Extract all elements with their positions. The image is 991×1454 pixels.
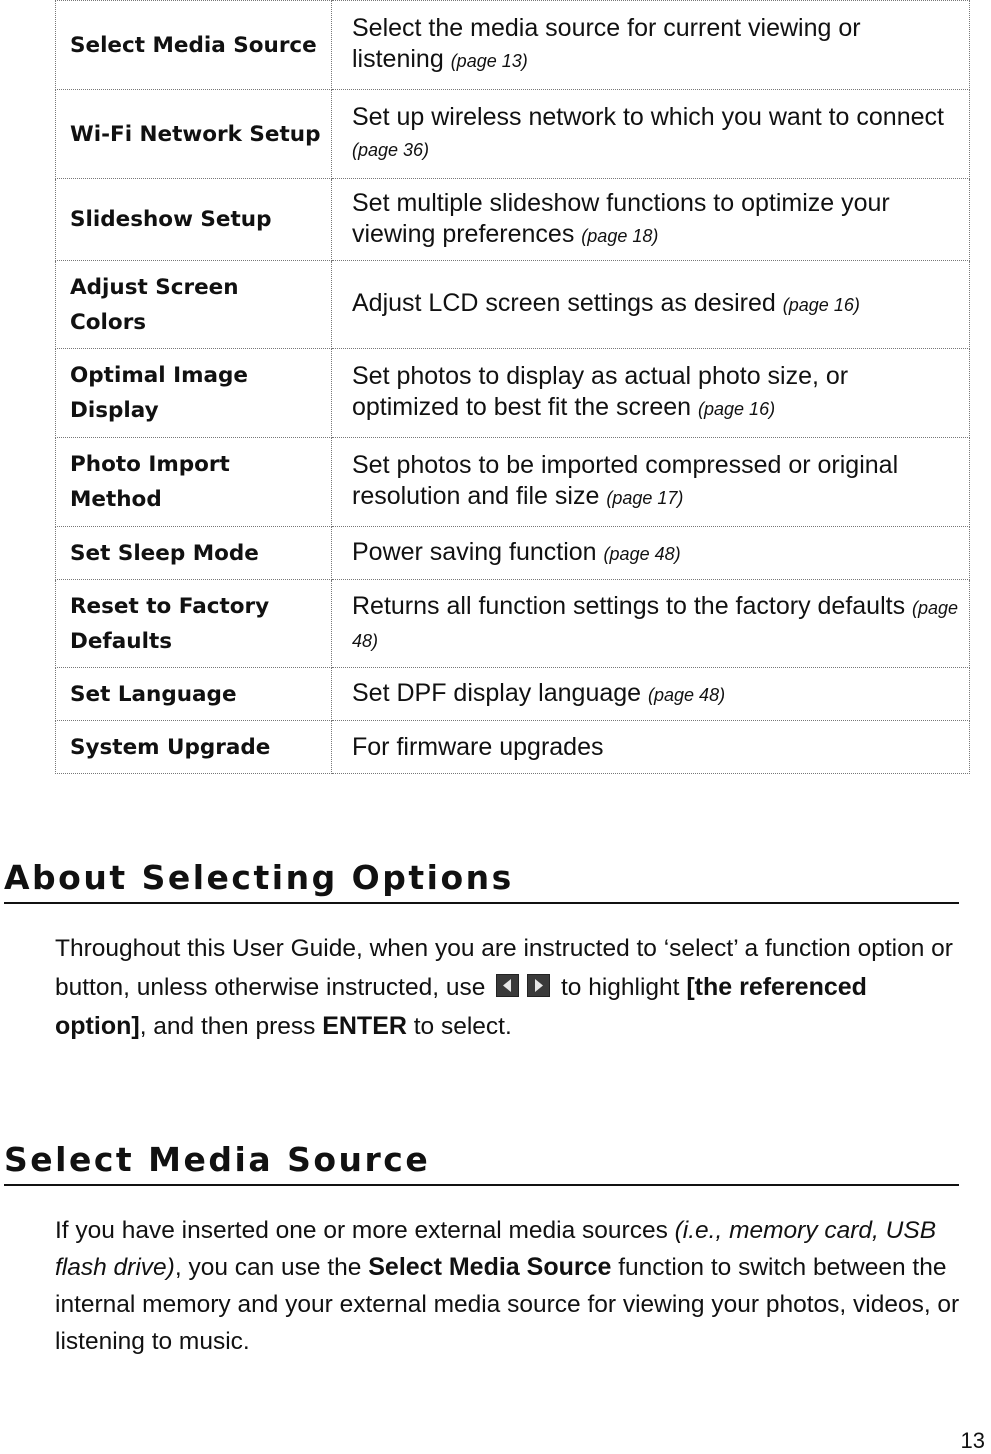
setting-description: Set photos to be imported compressed or original resolution and file size (page 17) <box>332 438 970 527</box>
media-examples: (i.e., memory card, USB flash drive) <box>55 1217 937 1281</box>
setting-name: Reset to Factory Defaults <box>56 580 332 668</box>
page-reference: (page 18) <box>581 225 659 246</box>
setting-description: Power saving function (page 48) <box>332 527 970 580</box>
page-reference: (page 17) <box>606 488 684 508</box>
table-row <box>56 90 970 179</box>
setting-description: Select the media source for current viewing or listening (page 13) <box>332 1 970 90</box>
setting-description: For firmware upgrades <box>332 721 970 774</box>
setting-name: System Upgrade <box>56 721 332 774</box>
table-row <box>56 261 970 349</box>
setting-name: Wi-Fi Network Setup <box>56 90 332 179</box>
table-row <box>56 438 970 527</box>
setting-description: Set DPF display language (page 48) <box>332 668 970 721</box>
select-media-source-heading: Select Media Source <box>4 1138 959 1186</box>
setting-description: Adjust LCD screen settings as desired (page 16) <box>332 261 970 349</box>
page-reference: (page 48) <box>603 543 681 564</box>
right-arrow-icon <box>527 974 550 997</box>
table-row <box>56 668 970 721</box>
setting-description: Set multiple slideshow functions to optimize your viewing preferences (page 18) <box>332 179 970 261</box>
setting-name: Slideshow Setup <box>56 179 332 261</box>
setting-description: Set photos to display as actual photo size, or optimized to best fit the screen (page 16) <box>332 349 970 438</box>
page-reference: (page 13) <box>450 51 528 71</box>
about-selecting-options-heading: About Selecting Options <box>4 856 959 904</box>
setting-description: Set up wireless network to which you want to connect (page 36) <box>332 90 970 179</box>
setting-description: Returns all function settings to the factory defaults (page 48) <box>332 580 970 668</box>
setting-name: Adjust Screen Colors <box>56 261 332 349</box>
setting-name: Set Language <box>56 668 332 721</box>
enter-key-label: ENTER <box>322 1012 407 1040</box>
page-reference: (page 48) <box>352 597 959 651</box>
table-row <box>56 527 970 580</box>
page-reference: (page 16) <box>698 399 776 419</box>
page-reference: (page 36) <box>352 140 430 160</box>
setting-name: Select Media Source <box>56 1 332 90</box>
page-reference: (page 16) <box>782 295 860 315</box>
left-arrow-icon <box>496 974 519 997</box>
table-row <box>56 1 970 90</box>
setting-name: Set Sleep Mode <box>56 527 332 580</box>
table-row <box>56 721 970 774</box>
select-media-source-paragraph: If you have inserted one or more external media sources (i.e., memory card, USB flash drive), you can use the Select Media Source function to switch between the internal memory and your external media source for viewing your photos, videos, or listening to music. <box>55 1217 960 1355</box>
about-selecting-options-paragraph: Throughout this User Guide, when you are instructed to ‘select’ a function option or button, unless otherwise instructed, use to highlight [the referenced option], and then press ENTER to select. <box>55 935 953 1040</box>
setting-name: Optimal Image Display <box>56 349 332 438</box>
table-row <box>56 580 970 668</box>
highlight-term: [the referenced option] <box>55 973 867 1040</box>
setting-name: Photo Import Method <box>56 438 332 527</box>
page-reference: (page 48) <box>648 684 726 705</box>
table-row <box>56 349 970 438</box>
settings-table <box>55 0 970 774</box>
page-number: 13 <box>960 1428 985 1453</box>
function-name: Select Media Source <box>368 1253 612 1281</box>
table-row <box>56 179 970 261</box>
